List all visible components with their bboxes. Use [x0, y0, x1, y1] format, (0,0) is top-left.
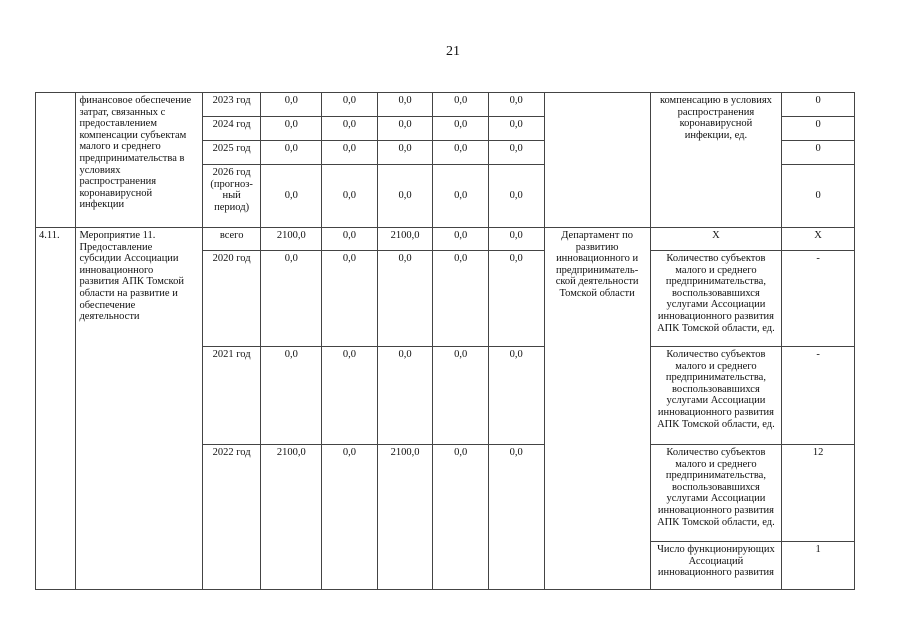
row-number-cell	[36, 93, 76, 228]
value-extra: 0,0	[488, 251, 544, 347]
indicator-name: Количество субъектов малого и среднего предпринимательства, воспользовавшихся услугами Ассоциации инновационного развития АПК Томской области, ед.	[650, 445, 781, 542]
value-total: 0,0	[261, 141, 322, 165]
value-local: 0,0	[433, 141, 489, 165]
value-total: 0,0	[261, 251, 322, 347]
indicator-name: Х	[650, 228, 781, 251]
value-extra: 0,0	[488, 165, 544, 228]
executor-cell	[544, 93, 650, 228]
value-regional: 0,0	[377, 117, 433, 141]
value-total: 0,0	[261, 117, 322, 141]
value-extra: 0,0	[488, 445, 544, 590]
value-extra: 0,0	[488, 141, 544, 165]
value-federal: 0,0	[322, 445, 378, 590]
indicator-name: Количество субъектов малого и среднего предпринимательства, воспользовавшихся услугами Ассоциации инновационного развития АПК Томской области, ед.	[650, 347, 781, 445]
year-cell: 2024 год	[202, 117, 261, 141]
indicator-name: Число функционирующих Ассоциаций инновационного развития	[650, 542, 781, 590]
year-cell: 2026 год (прогноз- ный период)	[202, 165, 261, 228]
value-local: 0,0	[433, 117, 489, 141]
value-federal: 0,0	[322, 165, 378, 228]
value-local: 0,0	[433, 251, 489, 347]
value-regional: 0,0	[377, 93, 433, 117]
table-row	[36, 228, 855, 251]
page-number: 21	[446, 44, 460, 59]
activity-name: Мероприятие 11. Предоставление субсидии Ассоциации инновационного развития АПК Томской области на развитие и обеспечение деятельности	[76, 228, 202, 590]
indicator-value: Х	[782, 228, 855, 251]
value-total: 2100,0	[261, 445, 322, 590]
value-extra: 0,0	[488, 228, 544, 251]
year-cell: 2021 год	[202, 347, 261, 445]
indicator-name: компенсацию в условиях распространения коронавирусной инфекции, ед.	[650, 93, 781, 228]
value-federal: 0,0	[322, 228, 378, 251]
indicator-name: Количество субъектов малого и среднего предпринимательства, воспользовавшихся услугами Ассоциации инновационного развития АПК Томской области, ед.	[650, 251, 781, 347]
value-local: 0,0	[433, 93, 489, 117]
year-cell: 2023 год	[202, 93, 261, 117]
value-federal: 0,0	[322, 93, 378, 117]
indicator-value: 12	[782, 445, 855, 542]
value-total: 0,0	[261, 165, 322, 228]
value-extra: 0,0	[488, 93, 544, 117]
indicator-value: 0	[782, 93, 855, 117]
year-cell: 2025 год	[202, 141, 261, 165]
year-cell: всего	[202, 228, 261, 251]
value-total: 0,0	[261, 347, 322, 445]
value-local: 0,0	[433, 228, 489, 251]
year-cell: 2022 год	[202, 445, 261, 590]
program-table	[35, 92, 855, 590]
value-regional: 2100,0	[377, 445, 433, 590]
year-cell: 2020 год	[202, 251, 261, 347]
executor-cell: Департамент по развитию инновационного и предприниматель- ской деятельности Томской области	[544, 228, 650, 590]
indicator-value: -	[782, 251, 855, 347]
indicator-value: 0	[782, 117, 855, 141]
value-federal: 0,0	[322, 251, 378, 347]
value-regional: 2100,0	[377, 228, 433, 251]
value-local: 0,0	[433, 347, 489, 445]
indicator-value: -	[782, 347, 855, 445]
value-extra: 0,0	[488, 347, 544, 445]
value-federal: 0,0	[322, 117, 378, 141]
value-regional: 0,0	[377, 141, 433, 165]
value-total: 2100,0	[261, 228, 322, 251]
value-local: 0,0	[433, 445, 489, 590]
value-federal: 0,0	[322, 141, 378, 165]
value-regional: 0,0	[377, 347, 433, 445]
row-number-cell: 4.11.	[36, 228, 76, 590]
value-regional: 0,0	[377, 165, 433, 228]
activity-name: финансовое обеспечение затрат, связанных с предоставлением компенсации субъектам малого и среднего предпринимательства в условиях распространения коронавирусной инфекции	[76, 93, 202, 228]
indicator-value: 1	[782, 542, 855, 590]
value-federal: 0,0	[322, 347, 378, 445]
table-row	[36, 93, 855, 117]
value-local: 0,0	[433, 165, 489, 228]
value-total: 0,0	[261, 93, 322, 117]
indicator-value: 0	[782, 165, 855, 228]
value-extra: 0,0	[488, 117, 544, 141]
value-regional: 0,0	[377, 251, 433, 347]
indicator-value: 0	[782, 141, 855, 165]
